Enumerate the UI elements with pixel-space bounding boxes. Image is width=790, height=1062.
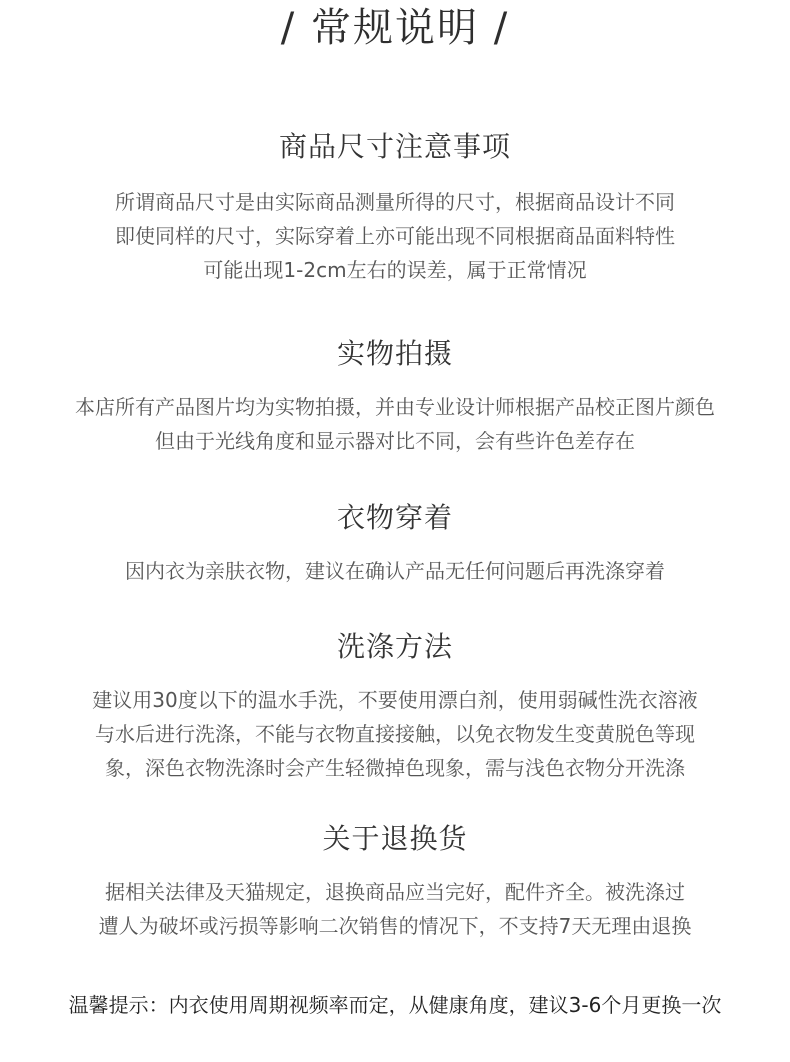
page-title: / 常规说明 / — [280, 5, 510, 51]
body-line: 建议用30度以下的温水手洗，不要使用漂白剂，使用弱碱性洗衣溶液 — [92, 688, 698, 712]
section-heading-size-notice: 商品尺寸注意事项 — [278, 130, 511, 163]
body-line: 因内衣为亲肤衣物，建议在确认产品无任何问题后再洗涤穿着 — [125, 559, 665, 583]
body-line: 与水后进行洗涤，不能与衣物直接接触，以免衣物发生变黄脱色等现 — [95, 722, 695, 746]
body-line: 但由于光线角度和显示器对比不同，会有些许色差存在 — [155, 429, 635, 453]
section-heading-returns: 关于退换货 — [322, 822, 468, 855]
body-line: 据相关法律及天猫规定，退换商品应当完好，配件齐全。被洗涤过 — [105, 880, 685, 904]
body-line: 象，深色衣物洗涤时会产生轻微掉色现象，需与浅色衣物分开洗涤 — [105, 756, 685, 780]
section-heading-washing: 洗涤方法 — [336, 630, 453, 663]
section-heading-photo: 实物拍摄 — [336, 337, 453, 370]
body-line: 本店所有产品图片均为实物拍摄，并由专业设计师根据产品校正图片颜色 — [75, 395, 715, 419]
footer-tip: 温馨提示：内衣使用周期视频率而定，从健康角度，建议3-6个月更换一次 — [68, 993, 722, 1017]
section-body-returns — [0, 875, 790, 943]
section-body-photo — [0, 390, 790, 458]
section-body-washing — [0, 683, 790, 785]
section-body-size-notice — [0, 185, 790, 287]
body-line: 即使同样的尺寸，实际穿着上亦可能出现不同根据商品面料特性 — [115, 224, 675, 248]
section-heading-wearing: 衣物穿着 — [336, 501, 453, 534]
body-line: 遭人为破坏或污损等影响二次销售的情况下，不支持7天无理由退换 — [98, 914, 692, 938]
section-body-wearing — [0, 554, 790, 588]
body-line: 所谓商品尺寸是由实际商品测量所得的尺寸，根据商品设计不同 — [115, 190, 675, 214]
body-line: 可能出现1-2cm左右的误差，属于正常情况 — [203, 258, 587, 282]
